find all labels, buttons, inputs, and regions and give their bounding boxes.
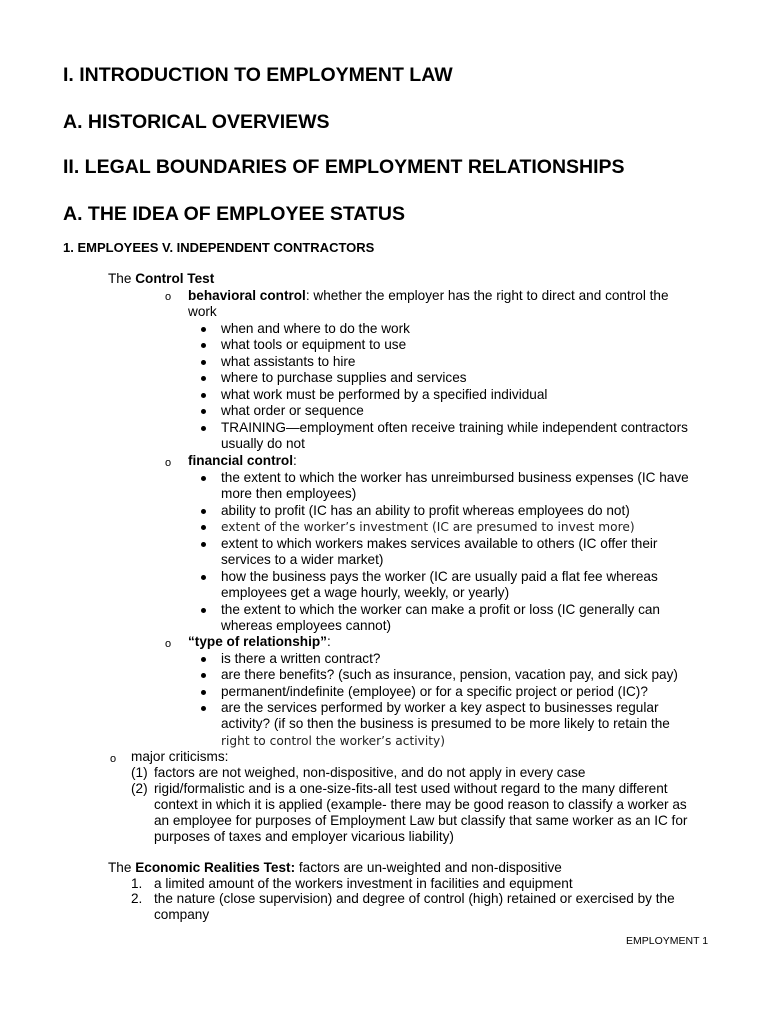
list-item: when and where to do the work [221, 321, 410, 336]
list-item-cont: usually do not [221, 436, 305, 451]
bullet-icon [201, 327, 206, 332]
bullet-icon [201, 657, 206, 662]
bullet-icon [201, 673, 206, 678]
list-item: TRAINING—employment often receive training while independent contractors [221, 420, 688, 435]
bullet-icon [201, 409, 206, 414]
bullet-icon [201, 393, 206, 398]
type-of-relationship: “type of relationship”: [188, 634, 331, 649]
heading-introduction: I. INTRODUCTION TO EMPLOYMENT LAW [63, 64, 453, 86]
circle-bullet-icon: o [165, 291, 172, 303]
control-test-title: The Control Test [108, 271, 215, 286]
heading-legal-boundaries: II. LEGAL BOUNDARIES OF EMPLOYMENT RELATIONSHIPS [63, 156, 625, 178]
bullet-icon [201, 690, 206, 695]
bullet-icon [201, 343, 206, 348]
bullet-icon [201, 476, 206, 481]
criticism-item-cont: purposes of taxes and employer vicarious liability) [154, 829, 454, 844]
list-number: 2. [131, 891, 143, 906]
bullet-icon [201, 376, 206, 381]
bullet-icon [201, 360, 206, 365]
list-item: what work must be performed by a specified individual [221, 387, 548, 402]
bullet-icon [201, 509, 206, 514]
list-number: (1) [131, 765, 148, 780]
circle-bullet-icon: o [110, 753, 117, 765]
list-item: where to purchase supplies and services [221, 370, 467, 385]
heading-employees-v-contractors: 1. EMPLOYEES V. INDEPENDENT CONTRACTORS [63, 240, 375, 255]
criticism-item-cont: an employee for purposes of Employment Law but classify that same worker as an IC for [154, 813, 688, 828]
list-item-cont: whereas employees cannot) [221, 618, 392, 633]
list-item: the extent to which the worker can make a profit or loss (IC generally can [221, 602, 660, 617]
behavioral-control: behavioral control: whether the employer has the right to direct and control the [188, 288, 669, 303]
financial-control: financial control: [188, 453, 297, 468]
economic-item-cont: company [154, 907, 210, 922]
behavioral-control-cont: work [188, 304, 217, 319]
list-item-cont: more then employees) [221, 486, 357, 501]
list-item-cont: employees get a wage hourly, weekly, or yearly) [221, 585, 510, 600]
heading-employee-status: A. THE IDEA OF EMPLOYEE STATUS [63, 203, 405, 225]
list-number: 1. [131, 876, 143, 891]
list-item: are the services performed by worker a key aspect to businesses regular [221, 700, 659, 715]
circle-bullet-icon: o [165, 638, 172, 650]
bullet-icon [201, 542, 206, 547]
list-item: how the business pays the worker (IC are usually paid a flat fee whereas [221, 569, 658, 584]
heading-historical-overviews: A. HISTORICAL OVERVIEWS [63, 111, 330, 133]
bullet-icon [201, 706, 206, 711]
criticism-item: factors are not weighed, non-dispositive, and do not apply in every case [154, 765, 586, 780]
list-item: extent to which workers makes services available to others (IC offer their [221, 536, 658, 551]
bullet-icon [201, 525, 206, 530]
economic-item: a limited amount of the workers investment in facilities and equipment [154, 876, 573, 891]
major-criticisms: major criticisms: [131, 749, 229, 764]
bullet-icon [201, 426, 206, 431]
criticism-item-cont: context in which it is applied (example- there may be good reason to classify a worker as [154, 797, 687, 812]
economic-item: the nature (close supervision) and degree of control (high) retained or exercised by the [154, 891, 675, 906]
list-item: permanent/indefinite (employee) or for a specific project or period (IC)? [221, 684, 648, 699]
criticism-item: rigid/formalistic and is a one-size-fits-all test used without regard to the many different [154, 781, 668, 796]
list-item-cont: services to a wider market) [221, 552, 384, 567]
list-item-cont: activity? (if so then the business is presumed to be more likely to retain the [221, 716, 670, 731]
list-number: (2) [131, 781, 148, 796]
list-item: the extent to which the worker has unreimbursed business expenses (IC have [221, 470, 689, 485]
page-footer: EMPLOYMENT 1 [626, 935, 709, 947]
list-item: what tools or equipment to use [221, 337, 407, 352]
list-item: is there a written contract? [221, 651, 381, 666]
economic-realities-title: The Economic Realities Test: factors are un-weighted and non-dispositive [108, 860, 562, 875]
list-item-cont: right to control the worker’s activity) [221, 734, 445, 748]
bullet-icon [201, 608, 206, 613]
bullet-icon [201, 575, 206, 580]
list-item: ability to profit (IC has an ability to profit whereas employees do not) [221, 503, 630, 518]
list-item: are there benefits? (such as insurance, pension, vacation pay, and sick pay) [221, 667, 678, 682]
list-item: what order or sequence [221, 403, 364, 418]
list-item: what assistants to hire [221, 354, 356, 369]
circle-bullet-icon: o [165, 457, 172, 469]
list-item: extent of the worker’s investment (IC are presumed to invest more) [221, 520, 635, 534]
